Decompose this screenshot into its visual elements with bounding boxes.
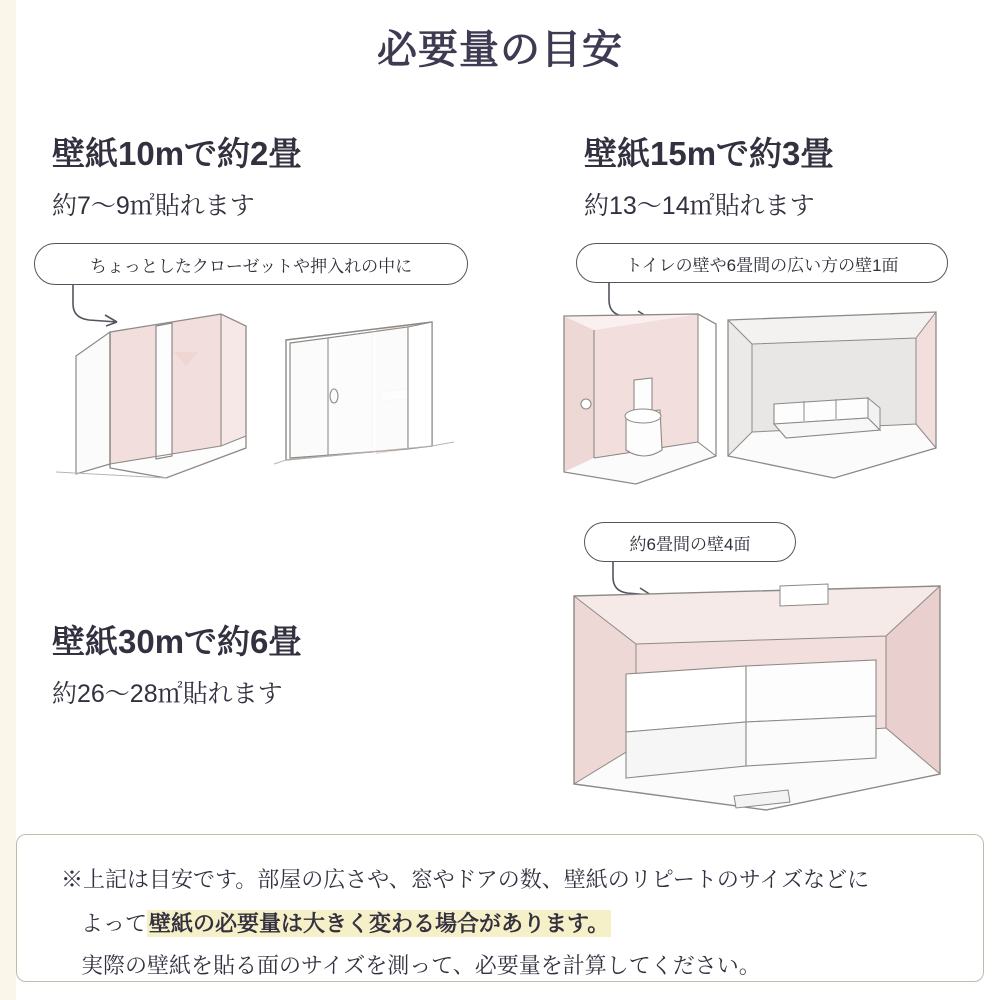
note-line-2-prefix: よって bbox=[81, 911, 148, 936]
note-line-2-highlight: 壁紙の必要量は大きく変わる場合があります。 bbox=[149, 911, 610, 936]
block-1-heading: 壁紙10mで約2畳 bbox=[52, 135, 302, 172]
block-1-bubble-label: ちょっとしたクローゼットや押入れの中に bbox=[89, 256, 413, 276]
note-line-2 bbox=[81, 907, 611, 938]
note-line-3: 実際の壁紙を貼る面のサイズを測って、必要量を計算してください。 bbox=[81, 953, 761, 978]
page-title: 必要量の目安 bbox=[377, 28, 623, 72]
block-3-heading: 壁紙30mで約6畳 bbox=[52, 623, 302, 660]
left-accent-stripe bbox=[0, 0, 16, 1000]
block-2-heading: 壁紙15mで約3畳 bbox=[584, 135, 834, 172]
block-3-bubble bbox=[584, 522, 796, 562]
note-box bbox=[16, 834, 984, 982]
illustration-closet-sliding bbox=[268, 296, 468, 486]
illustration-room-four-walls bbox=[556, 570, 976, 820]
block-3-bubble-label: 約6畳間の壁4面 bbox=[629, 534, 751, 554]
illustration-room-one-wall bbox=[718, 300, 958, 490]
block-2-bubble-label: トイレの壁や6畳間の広い方の壁1面 bbox=[625, 255, 899, 275]
illustration-closet-open bbox=[46, 296, 266, 486]
note-line-1: ※上記は目安です。部屋の広さや、窓やドアの数、壁紙のリピートのサイズなどに bbox=[61, 867, 870, 892]
block-3-subheading: 約26〜28㎡貼れます bbox=[52, 680, 283, 708]
block-1-bubble bbox=[34, 243, 468, 285]
block-1-subheading: 約7〜9㎡貼れます bbox=[52, 192, 255, 220]
illustration-toilet-room bbox=[556, 292, 736, 492]
block-2-bubble bbox=[576, 243, 948, 283]
block-2-subheading: 約13〜14㎡貼れます bbox=[584, 192, 815, 220]
